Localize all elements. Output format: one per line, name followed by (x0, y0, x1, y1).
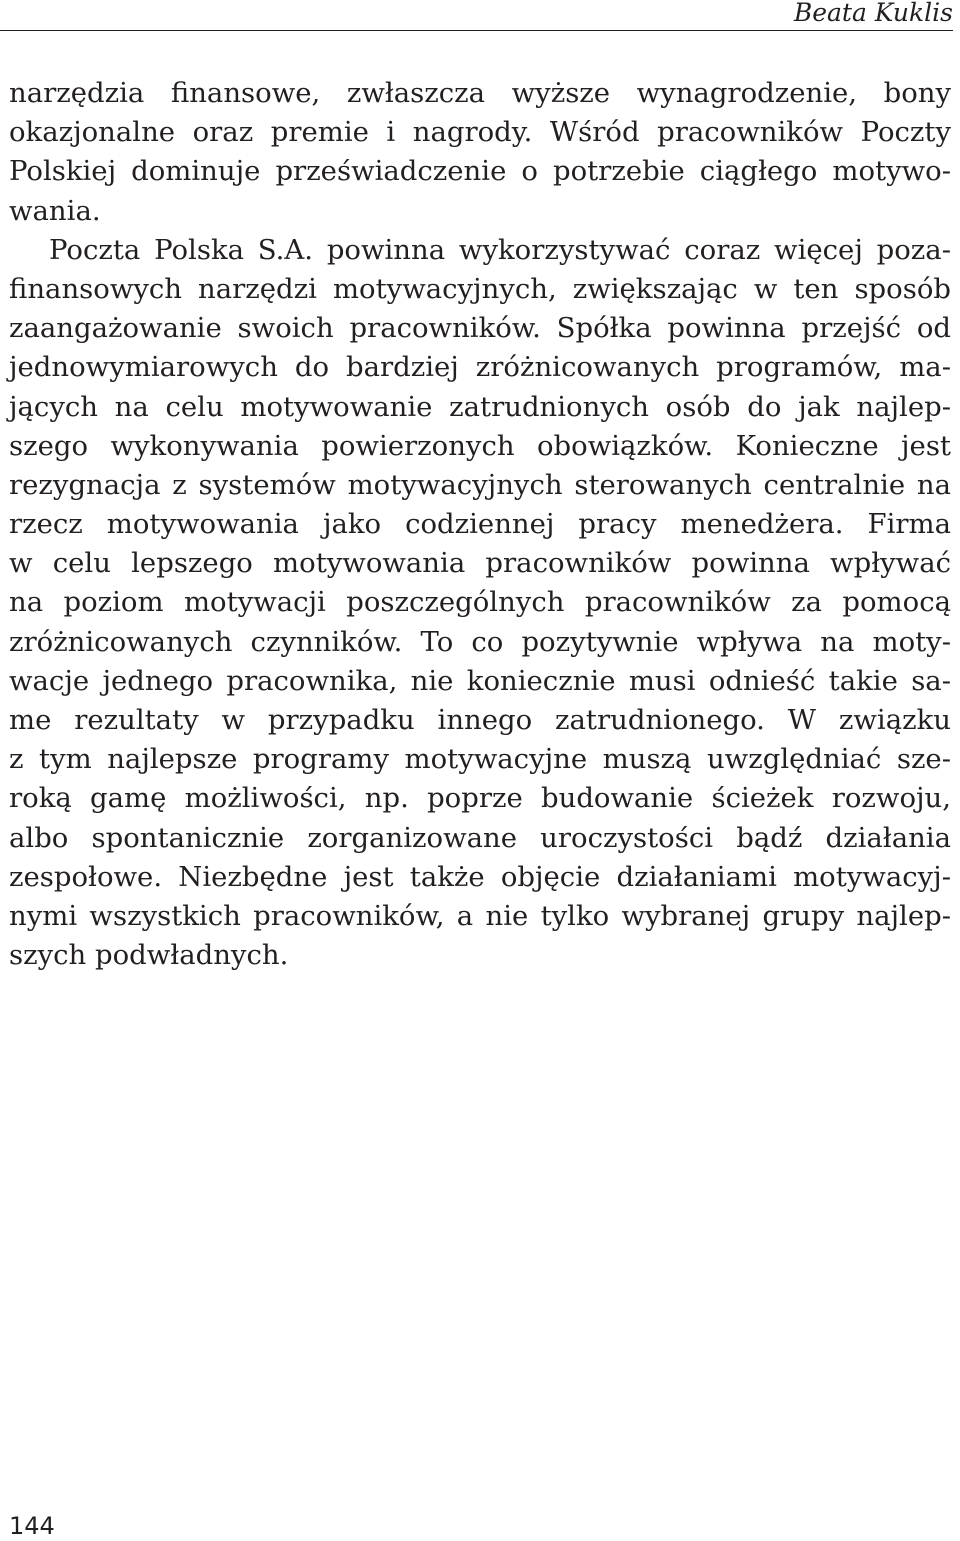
text-line: zaangażowanie swoich pracowników. Spółka powinna przejść od (9, 312, 951, 345)
text-line: jących na celu motywowanie zatrudnionych osób do jak najlep- (9, 390, 951, 423)
text-line: w celu lepszego motywowania pracowników powinna wpływać (9, 547, 951, 580)
text-line: wacje jednego pracownika, nie koniecznie musi odnieść takie sa- (9, 664, 951, 697)
text-line: Poczta Polska S.A. powinna wykorzystywać coraz więcej poza- (49, 233, 951, 266)
text-line: roką gamę możliwości, np. poprze budowanie ścieżek rozwoju, (9, 782, 951, 815)
running-head-author: Beata Kuklis (793, 0, 953, 27)
text-line: albo spontanicznie zorganizowane uroczystości bądź działania (9, 821, 951, 854)
text-line: szych podwładnych. (9, 939, 289, 972)
text-line: finansowych narzędzi motywacyjnych, zwiększając w ten sposób (9, 272, 951, 305)
paragraph-1 (9, 74, 951, 231)
text-line: nymi wszystkich pracowników, a nie tylko wybranej grupy najlep- (9, 899, 951, 932)
text-line: z tym najlepsze programy motywacyjne muszą uwzględniać sze- (9, 743, 951, 776)
text-line: zróżnicowanych czynników. To co pozytywnie wpływa na moty- (9, 625, 951, 658)
text-line: rezygnacja z systemów motywacyjnych sterowanych centralnie na (9, 468, 951, 501)
page-number: 144 (9, 1512, 55, 1540)
paragraph-2 (9, 231, 951, 976)
text-line: me rezultaty w przypadku innego zatrudnionego. W związku (9, 704, 951, 736)
text-line: wania. (9, 194, 101, 227)
body-text (9, 74, 951, 975)
text-line: narzędzia finansowe, zwłaszcza wyższe wynagrodzenie, bony (9, 77, 951, 109)
text-line: szego wykonywania powierzonych obowiązków. Konieczne jest (9, 429, 951, 462)
text-line: okazjonalne oraz premie i nagrody. Wśród pracowników Poczty (9, 116, 951, 149)
text-line: Polskiej dominuje przeświadczenie o potrzebie ciągłego motywo- (9, 155, 951, 188)
running-head (0, 0, 953, 31)
text-line: rzecz motywowania jako codziennej pracy menedżera. Firma (9, 508, 951, 541)
text-line: jednowymiarowych do bardziej zróżnicowanych programów, ma- (9, 351, 951, 384)
text-line: na poziom motywacji poszczególnych pracowników za pomocą (9, 586, 951, 619)
text-line: zespołowe. Niezbędne jest także objęcie działaniami motywacyj- (9, 860, 951, 893)
